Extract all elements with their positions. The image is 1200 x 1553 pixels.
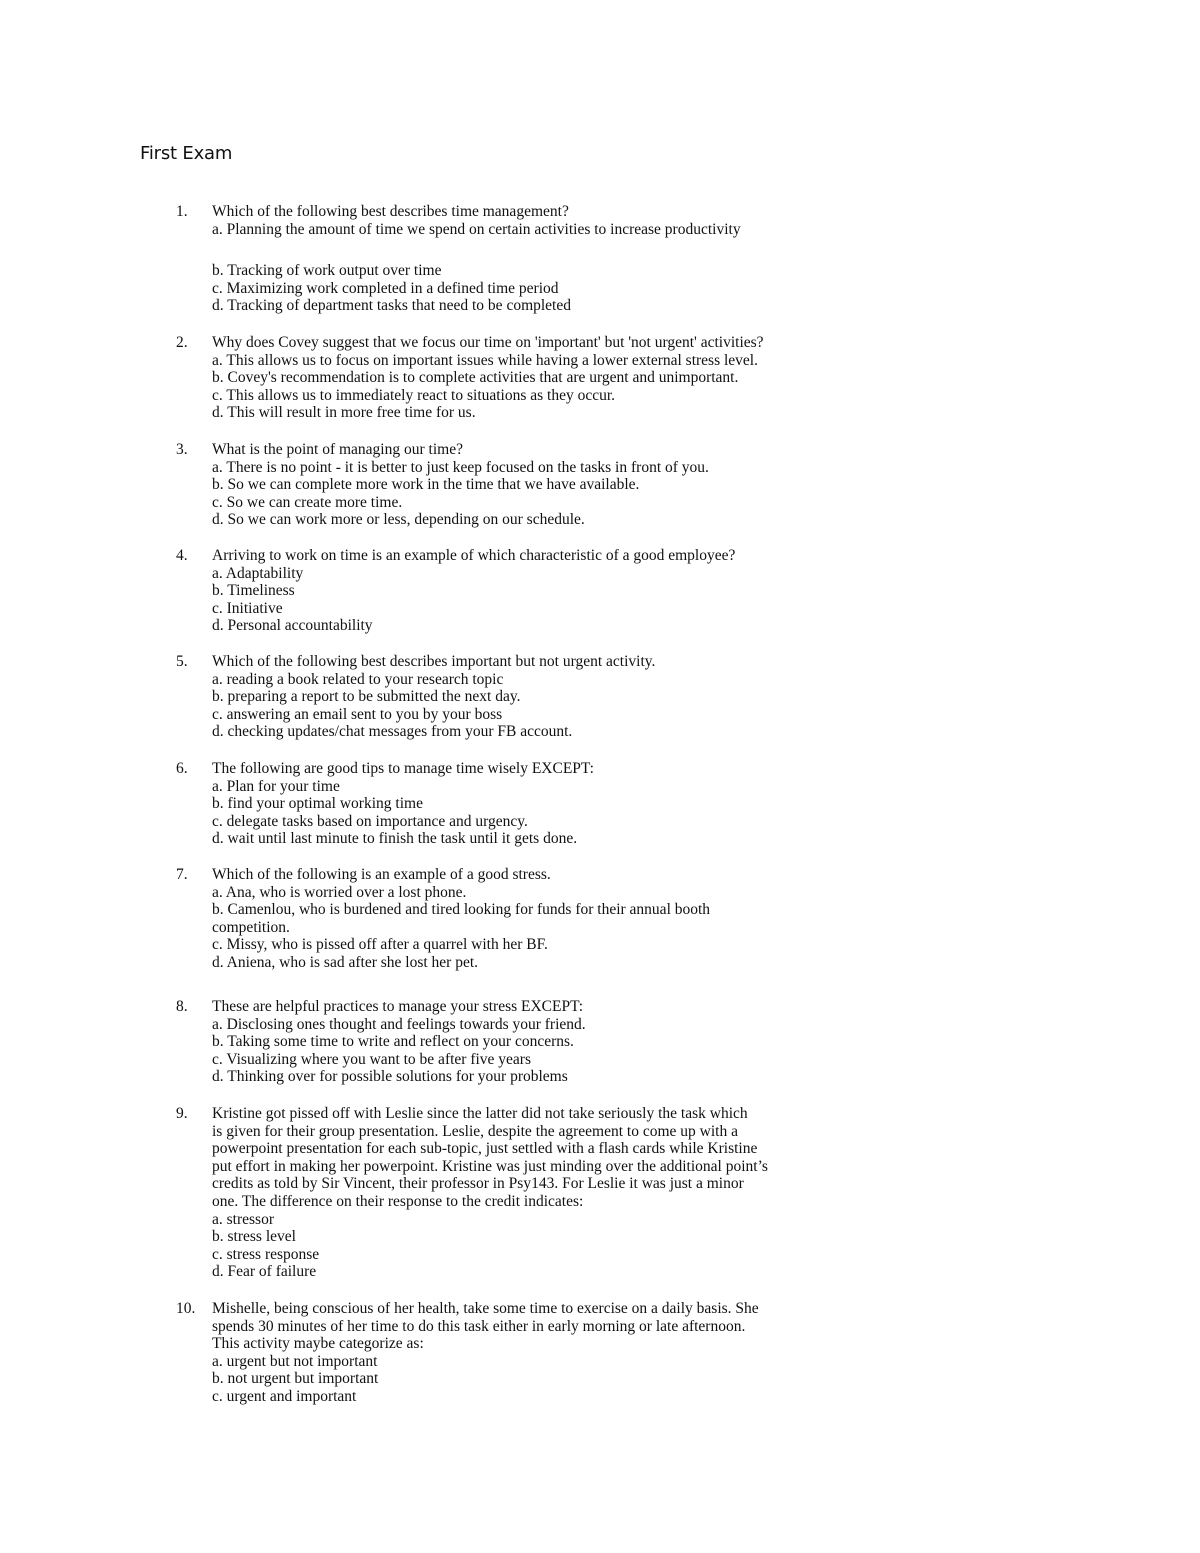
question-body <box>212 203 1072 315</box>
answer-choice: d. wait until last minute to finish the task until it gets done. <box>212 830 578 848</box>
question-text: Arriving to work on time is an example of which characteristic of a good employee? <box>212 547 736 564</box>
question-body <box>212 441 1072 529</box>
answer-choice: d. So we can work more or less, depending on our schedule. <box>212 511 585 529</box>
question-text: Why does Covey suggest that we focus our time on 'important' but 'not urgent' activities? <box>212 334 764 351</box>
question-number: 6. <box>176 760 188 777</box>
answer-choice: b. Taking some time to write and reflect on your concerns. <box>212 1033 574 1051</box>
question-body <box>212 1300 1072 1406</box>
question-text: The following are good tips to manage time wisely EXCEPT: <box>212 760 594 777</box>
answer-choice: d. Tracking of department tasks that need to be completed <box>212 297 571 315</box>
question-number: 9. <box>176 1105 188 1122</box>
answer-choice: b. Tracking of work output over time <box>212 262 442 280</box>
question-number: 5. <box>176 653 188 670</box>
answer-choice: c. delegate tasks based on importance and urgency. <box>212 812 528 830</box>
answer-choice: b. Timeliness <box>212 582 295 600</box>
question-text: Mishelle, being conscious of her health, take some time to exercise on a daily basis. She <box>212 1300 759 1317</box>
question-number: 8. <box>176 998 188 1015</box>
answer-choice: c. Missy, who is pissed off after a quarrel with her BF. <box>212 936 548 954</box>
answer-choice: a. stressor <box>212 1210 274 1228</box>
answer-choice: a. This allows us to focus on important issues while having a lower external stress level. <box>212 351 758 369</box>
answer-choice: c. So we can create more time. <box>212 493 403 511</box>
answer-choice: a. Ana, who is worried over a lost phone. <box>212 883 467 901</box>
answer-choice: b. find your optimal working time <box>212 795 423 813</box>
question-text: credits as told by Sir Vincent, their professor in Psy143. For Leslie it was just a minor <box>212 1175 744 1193</box>
question-text: is given for their group presentation. Leslie, despite the agreement to come up with a <box>212 1122 738 1140</box>
question-number: 4. <box>176 547 188 564</box>
answer-choice: a. There is no point - it is better to just keep focused on the tasks in front of you. <box>212 458 709 476</box>
question-text: spends 30 minutes of her time to do this task either in early morning or late afternoon. <box>212 1317 746 1335</box>
question-body <box>212 334 1072 422</box>
answer-choice: d. This will result in more free time for us. <box>212 404 476 422</box>
page-title: First Exam <box>140 143 233 164</box>
answer-choice: c. Visualizing where you want to be after five years <box>212 1050 531 1068</box>
question-number: 7. <box>176 866 188 883</box>
answer-choice: b. not urgent but important <box>212 1370 379 1388</box>
question-number: 10. <box>176 1300 196 1317</box>
answer-choice: c. urgent and important <box>212 1387 357 1405</box>
answer-choice: c. Maximizing work completed in a defined time period <box>212 279 559 297</box>
question-body <box>212 866 1072 972</box>
question-body <box>212 1105 1072 1281</box>
answer-choice: b. So we can complete more work in the time that we have available. <box>212 476 640 494</box>
question-body <box>212 653 1072 741</box>
question-text: Which of the following is an example of a good stress. <box>212 866 551 883</box>
question-text: put effort in making her powerpoint. Kristine was just minding over the additional point’s <box>212 1157 768 1175</box>
answer-choice: a. Adaptability <box>212 564 304 582</box>
question-body <box>212 998 1072 1086</box>
answer-choice: a. Disclosing ones thought and feelings towards your friend. <box>212 1015 586 1033</box>
answer-choice: a. Planning the amount of time we spend on certain activities to increase productivity <box>212 220 741 238</box>
question-text: These are helpful practices to manage your stress EXCEPT: <box>212 998 584 1015</box>
answer-choice: c. This allows us to immediately react to situations as they occur. <box>212 386 616 404</box>
answer-choice: c. answering an email sent to you by your boss <box>212 705 503 723</box>
answer-choice: a. urgent but not important <box>212 1352 378 1370</box>
question-text: Which of the following best describes important but not urgent activity. <box>212 653 656 670</box>
answer-choice: b. Camenlou, who is burdened and tired looking for funds for their annual booth <box>212 901 711 919</box>
answer-choice: b. preparing a report to be submitted the next day. <box>212 688 521 706</box>
answer-choice: d. Fear of failure <box>212 1263 317 1281</box>
answer-choice: a. Plan for your time <box>212 777 340 795</box>
question-number: 3. <box>176 441 188 458</box>
question-text: Kristine got pissed off with Leslie since the latter did not take seriously the task which <box>212 1105 748 1122</box>
question-text: powerpoint presentation for each sub-topic, just settled with a flash cards while Kristine <box>212 1140 758 1158</box>
question-text: What is the point of managing our time? <box>212 441 463 458</box>
question-text: Which of the following best describes time management? <box>212 203 569 220</box>
answer-choice: c. Initiative <box>212 599 283 617</box>
answer-choice: c. stress response <box>212 1245 320 1263</box>
question-text: This activity maybe categorize as: <box>212 1335 424 1353</box>
answer-choice: d. Personal accountability <box>212 617 373 635</box>
question-body <box>212 760 1072 848</box>
question-number: 1. <box>176 203 188 220</box>
answer-choice: b. stress level <box>212 1228 296 1246</box>
answer-choice: competition. <box>212 918 290 936</box>
answer-choice: d. Aniena, who is sad after she lost her pet. <box>212 953 479 971</box>
answer-choice: d. Thinking over for possible solutions for your problems <box>212 1068 568 1086</box>
answer-choice: d. checking updates/chat messages from your FB account. <box>212 723 573 741</box>
question-text: one. The difference on their response to the credit indicates: <box>212 1192 584 1210</box>
answer-choice: b. Covey's recommendation is to complete activities that are urgent and unimportant. <box>212 369 739 387</box>
spacer <box>212 238 1072 262</box>
question-number: 2. <box>176 334 188 351</box>
question-body <box>212 547 1072 635</box>
answer-choice: a. reading a book related to your research topic <box>212 670 504 688</box>
